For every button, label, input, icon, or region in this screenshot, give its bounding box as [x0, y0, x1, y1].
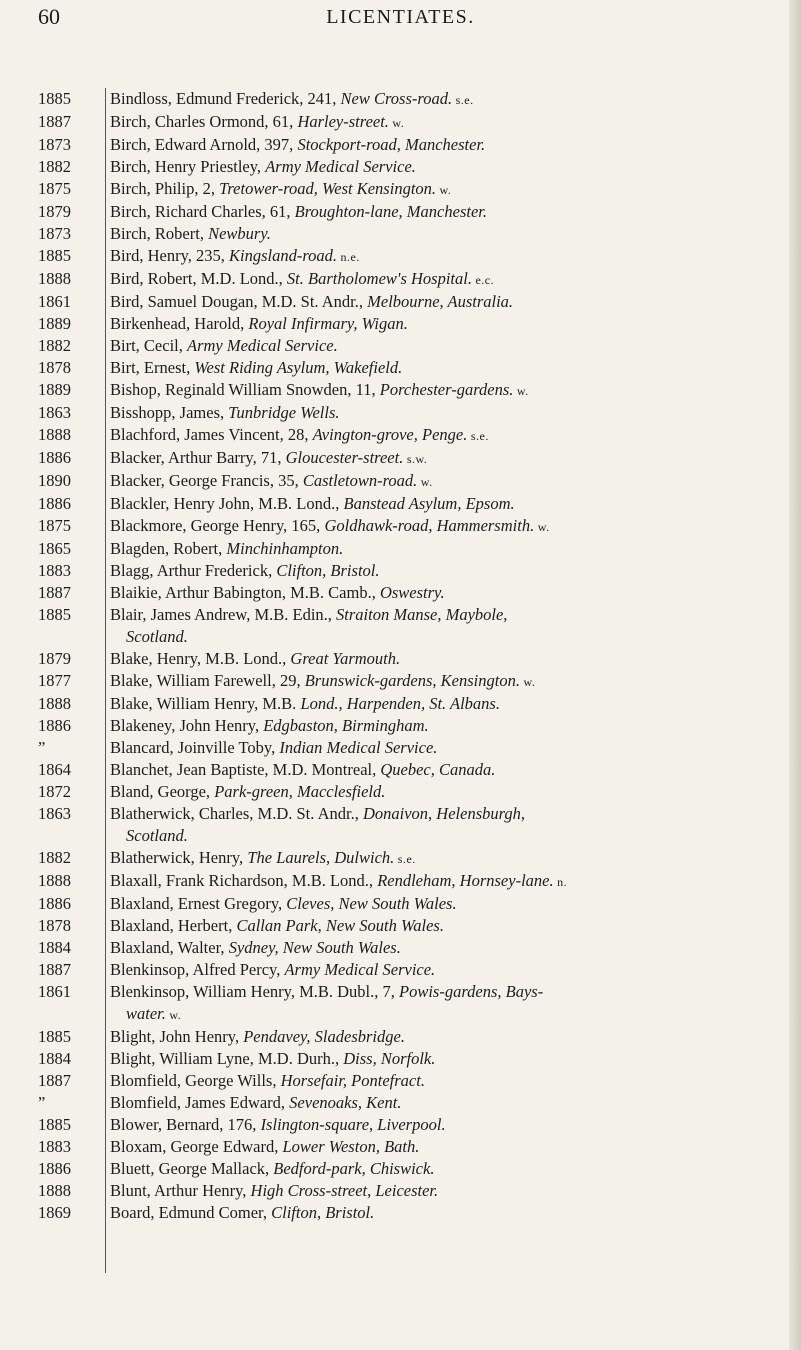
list-item — [0, 759, 790, 781]
entry-text — [96, 937, 790, 959]
list-item — [0, 893, 790, 915]
entry-place: Great Yarmouth. — [290, 649, 401, 668]
entry-place: Islington-square, Liverpool. — [260, 1115, 446, 1134]
list-item — [0, 245, 790, 268]
entry-text — [96, 847, 790, 870]
entry-text — [96, 313, 790, 335]
entry-text — [96, 515, 790, 538]
entry-name: Blackmore, George Henry, 165, — [110, 516, 325, 535]
entry-place: The Laurels, Dulwich. — [247, 848, 395, 867]
entry-name: Blaxall, Frank Richardson, M.B. Lond., — [110, 871, 378, 890]
entry-year: 1885 — [38, 1115, 71, 1134]
entry-place: Gloucester-street. — [285, 448, 404, 467]
entry-year: 1887 — [38, 112, 71, 131]
list-item — [0, 560, 790, 582]
entry-postal-district: w. — [436, 183, 452, 197]
entry-text — [96, 582, 790, 604]
list-item — [0, 178, 790, 201]
entry-text — [96, 245, 790, 268]
entry-place: Melbourne, Australia. — [367, 292, 514, 311]
entry-text — [96, 759, 790, 781]
list-item — [0, 493, 790, 515]
entry-year: 1861 — [38, 982, 71, 1001]
entry-text — [96, 870, 790, 893]
entry-place: Tretower-road, West Kensington. — [219, 179, 437, 198]
entry-name: Bishop, Reginald William Snowden, 11, — [110, 380, 380, 399]
entry-name: Blunt, Arthur Henry, — [110, 1181, 251, 1200]
entry-name: Blake, Henry, M.B. Lond., — [110, 649, 291, 668]
entry-text — [96, 803, 790, 847]
entry-name: Blanchet, Jean Baptiste, M.D. Montreal, — [110, 760, 381, 779]
entry-name: Blower, Bernard, 176, — [110, 1115, 261, 1134]
entry-place: Minchinhampton. — [226, 539, 344, 558]
entry-name: Blacker, George Francis, 35, — [110, 471, 303, 490]
entry-place: Callan Park, New South Wales. — [236, 916, 444, 935]
entry-name: Blenkinsop, Alfred Percy, — [110, 960, 285, 979]
entry-place: Tunbridge Wells. — [228, 403, 340, 422]
entry-place: Indian Medical Service. — [279, 738, 438, 757]
entry-place: Newbury. — [208, 224, 271, 243]
entry-year: 1873 — [38, 224, 71, 243]
entry-place: Army Medical Service. — [284, 960, 436, 979]
entry-name: Blomfield, James Edward, — [110, 1093, 290, 1112]
entry-year: 1863 — [38, 403, 71, 422]
entry-name: Blagden, Robert, — [110, 539, 227, 558]
entry-text — [96, 1026, 790, 1048]
entry-place: Broughton-lane, Manchester. — [294, 202, 487, 221]
list-item — [0, 470, 790, 493]
entry-year: 1887 — [38, 960, 71, 979]
entry-place: Clifton, Bristol. — [276, 561, 380, 580]
entry-name: Bisshopp, James, — [110, 403, 229, 422]
entry-name: Blake, William Henry, M.B. — [110, 694, 301, 713]
entry-place: Castletown-road. — [302, 471, 418, 490]
list-item — [0, 648, 790, 670]
entry-year: 1886 — [38, 448, 71, 467]
entry-year: 1887 — [38, 583, 71, 602]
entry-name: Bird, Robert, M.D. Lond., — [110, 269, 287, 288]
entry-name: Bloxam, George Edward, — [110, 1137, 283, 1156]
entry-name: Blachford, James Vincent, 28, — [110, 425, 313, 444]
list-item — [0, 1070, 790, 1092]
list-item — [0, 1158, 790, 1180]
entry-text — [96, 1114, 790, 1136]
entry-year: 1882 — [38, 336, 71, 355]
entry-text — [96, 1158, 790, 1180]
entry-place: Straiton Manse, Maybole, — [336, 605, 508, 624]
entry-year: 1882 — [38, 157, 71, 176]
entry-place: Goldhawk-road, Hammersmith. — [324, 516, 535, 535]
entry-year: ” — [38, 1093, 46, 1112]
entry-year: 1865 — [38, 539, 71, 558]
entry-place: St. Bartholomew's Hospital. — [286, 269, 472, 288]
entry-year: 1884 — [38, 938, 71, 957]
entry-text — [96, 470, 790, 493]
entry-name: Blenkinsop, William Henry, M.B. Dubl., 7, — [110, 982, 399, 1001]
list-item — [0, 201, 790, 223]
entry-name: Blatherwick, Henry, — [110, 848, 248, 867]
list-item — [0, 870, 790, 893]
list-item — [0, 379, 790, 402]
entry-text — [96, 670, 790, 693]
entry-postal-district: s.e. — [452, 93, 474, 107]
list-item — [0, 847, 790, 870]
entry-name: Blight, William Lyne, M.D. Durh., — [110, 1049, 344, 1068]
entry-postal-district: w. — [519, 675, 536, 689]
entry-name: Blaxland, Walter, — [110, 938, 229, 957]
list-item — [0, 781, 790, 803]
entry-place: Avington-grove, Penge. — [312, 425, 468, 444]
entry-name: Birch, Richard Charles, 61, — [110, 202, 295, 221]
entry-postal-district: s.e. — [394, 852, 416, 866]
entry-name: Bland, George, — [110, 782, 215, 801]
list-item — [0, 335, 790, 357]
entry-year: 1888 — [38, 694, 71, 713]
entry-postal-district: w. — [165, 1008, 182, 1022]
entry-name: Birch, Philip, 2, — [110, 179, 220, 198]
entry-year: 1885 — [38, 246, 71, 265]
list-item — [0, 156, 790, 178]
entry-place: Park-green, Macclesfield. — [214, 782, 386, 801]
entry-text — [96, 959, 790, 981]
entry-name: Blacker, Arthur Barry, 71, — [110, 448, 286, 467]
list-item — [0, 134, 790, 156]
entry-name: Birch, Charles Ormond, 61, — [110, 112, 298, 131]
entry-text — [96, 648, 790, 670]
entry-year: 1884 — [38, 1049, 71, 1068]
entry-place: Pendavey, Sladesbridge. — [243, 1027, 405, 1046]
page-number: 60 — [38, 4, 60, 29]
entry-postal-district: w. — [534, 520, 550, 534]
entry-postal-district: n. — [553, 875, 568, 889]
entry-name: Blancard, Joinville Toby, — [110, 738, 280, 757]
entry-year: 1879 — [38, 649, 71, 668]
entry-text — [96, 893, 790, 915]
entry-text — [96, 201, 790, 223]
entry-year: 1875 — [38, 516, 71, 535]
entry-name: Bird, Samuel Dougan, M.D. St. Andr., — [110, 292, 368, 311]
list-item — [0, 268, 790, 291]
entry-text — [96, 223, 790, 245]
list-item — [0, 1026, 790, 1048]
entry-year: 1879 — [38, 202, 71, 221]
entry-place: Sydney, New South Wales. — [228, 938, 401, 957]
entry-year: 1872 — [38, 782, 71, 801]
entry-year: 1869 — [38, 1203, 71, 1222]
entry-year: 1888 — [38, 1181, 71, 1200]
entry-year: 1882 — [38, 848, 71, 867]
entry-place: Rendleham, Hornsey-lane. — [377, 871, 554, 890]
entry-year: 1877 — [38, 671, 71, 690]
entry-postal-district: s.e. — [467, 429, 489, 443]
entry-year: 1886 — [38, 494, 71, 513]
entry-text — [96, 402, 790, 424]
entry-name: Bindloss, Edmund Frederick, 241, — [110, 89, 341, 108]
entry-postal-district: w. — [388, 116, 405, 130]
entry-place: Donaivon, Helensburgh, — [362, 804, 526, 823]
list-item — [0, 582, 790, 604]
entry-name: Blaxland, Herbert, — [110, 916, 237, 935]
entry-place: Royal Infirmary, Wigan. — [248, 314, 408, 333]
entry-year: 1873 — [38, 135, 71, 154]
entry-text — [96, 178, 790, 201]
entry-place: Diss, Norfolk. — [343, 1049, 436, 1068]
entry-year: 1875 — [38, 179, 71, 198]
entry-text — [96, 357, 790, 379]
entry-place: Lower Weston, Bath. — [282, 1137, 420, 1156]
entry-text — [96, 981, 790, 1026]
list-item — [0, 515, 790, 538]
entry-place: Cleves, New South Wales. — [286, 894, 457, 913]
entry-name: Board, Edmund Comer, — [110, 1203, 272, 1222]
list-item — [0, 223, 790, 245]
entry-name: Blomfield, George Wills, — [110, 1071, 281, 1090]
entry-place: Oswestry. — [379, 583, 445, 602]
entry-text — [96, 134, 790, 156]
entries-list — [0, 88, 790, 1224]
entry-year: 1887 — [38, 1071, 71, 1090]
entry-text — [96, 915, 790, 937]
entry-postal-district: w. — [513, 384, 529, 398]
entry-name: Birch, Henry Priestley, — [110, 157, 266, 176]
list-item — [0, 1048, 790, 1070]
entry-year: 1883 — [38, 561, 71, 580]
entry-name: Blake, William Farewell, 29, — [110, 671, 305, 690]
list-item — [0, 670, 790, 693]
entry-year: 1883 — [38, 1137, 71, 1156]
list-item — [0, 313, 790, 335]
entry-text — [96, 1136, 790, 1158]
list-item — [0, 1180, 790, 1202]
list-item — [0, 88, 790, 111]
entry-place: Porchester-gardens. — [379, 380, 514, 399]
entry-name: Blaxland, Ernest Gregory, — [110, 894, 287, 913]
entry-text — [96, 1202, 790, 1224]
entry-name: Blair, James Andrew, M.B. Edin., — [110, 605, 337, 624]
entry-place: Edgbaston, Birmingham. — [263, 716, 429, 735]
entry-place-continued: Scotland. — [126, 627, 188, 646]
entry-text — [96, 737, 790, 759]
list-item — [0, 424, 790, 447]
page-edge — [789, 0, 801, 1350]
list-item — [0, 803, 790, 847]
entry-year: 1863 — [38, 804, 71, 823]
entry-text — [96, 1180, 790, 1202]
entry-text — [96, 379, 790, 402]
list-item — [0, 715, 790, 737]
entry-place: West Riding Asylum, Wakefield. — [194, 358, 403, 377]
entry-text — [96, 424, 790, 447]
list-item — [0, 447, 790, 470]
entry-text — [96, 538, 790, 560]
entry-year: 1889 — [38, 380, 71, 399]
entry-place: Army Medical Service. — [187, 336, 338, 355]
entry-text — [96, 1048, 790, 1070]
entry-year: 1888 — [38, 425, 71, 444]
entry-name: Birt, Ernest, — [110, 358, 195, 377]
entry-place-continued: water. — [126, 1004, 166, 1023]
entry-place: Quebec, Canada. — [380, 760, 496, 779]
entry-name: Blackler, Henry John, M.B. Lond., — [110, 494, 344, 513]
entry-text — [96, 111, 790, 134]
entry-year: 1888 — [38, 269, 71, 288]
entry-year: 1886 — [38, 716, 71, 735]
list-item — [0, 737, 790, 759]
entry-text — [96, 335, 790, 357]
entry-postal-district: n.e. — [337, 250, 360, 264]
entry-place: Stockport-road, Manchester. — [297, 135, 486, 154]
list-item — [0, 959, 790, 981]
entry-year: 1886 — [38, 894, 71, 913]
list-item — [0, 402, 790, 424]
entry-name: Birt, Cecil, — [110, 336, 187, 355]
entry-name: Blatherwick, Charles, M.D. St. Andr., — [110, 804, 363, 823]
entry-text — [96, 291, 790, 313]
entry-year: 1888 — [38, 871, 71, 890]
list-item — [0, 1092, 790, 1114]
entry-name: Blight, John Henry, — [110, 1027, 244, 1046]
entry-name: Blagg, Arthur Frederick, — [110, 561, 277, 580]
entry-year: 1885 — [38, 89, 71, 108]
entry-text — [96, 604, 790, 648]
entry-text — [96, 560, 790, 582]
entry-year: 1889 — [38, 314, 71, 333]
entry-postal-district: s.w. — [403, 452, 428, 466]
list-item — [0, 915, 790, 937]
entry-place: Brunswick-gardens, Kensington. — [304, 671, 520, 690]
entry-year: 1885 — [38, 605, 71, 624]
entry-name: Birkenhead, Harold, — [110, 314, 249, 333]
entry-text — [96, 781, 790, 803]
entry-place: Powis-gardens, Bays- — [399, 982, 544, 1001]
entry-place: Bedford-park, Chiswick. — [273, 1159, 435, 1178]
list-item — [0, 693, 790, 715]
entry-place-continued: Scotland. — [126, 826, 188, 845]
entry-place: Lond., Harpenden, St. Albans. — [300, 694, 500, 713]
list-item — [0, 1136, 790, 1158]
entry-text — [96, 693, 790, 715]
entry-place: Sevenoaks, Kent. — [289, 1093, 402, 1112]
entry-name: Birch, Robert, — [110, 224, 209, 243]
list-item — [0, 937, 790, 959]
entry-text — [96, 493, 790, 515]
entry-place: Kingsland-road. — [229, 246, 338, 265]
entry-year: 1886 — [38, 1159, 71, 1178]
entry-text — [96, 268, 790, 291]
list-item — [0, 604, 790, 648]
entry-place: Banstead Asylum, Epsom. — [343, 494, 515, 513]
entry-text — [96, 156, 790, 178]
entry-place: Horsefair, Pontefract. — [280, 1071, 425, 1090]
entry-year: 1885 — [38, 1027, 71, 1046]
entry-year: 1878 — [38, 916, 71, 935]
entry-name: Bird, Henry, 235, — [110, 246, 229, 265]
entry-name: Blakeney, John Henry, — [110, 716, 264, 735]
list-item — [0, 1202, 790, 1224]
entry-year: 1878 — [38, 358, 71, 377]
entry-place: New Cross-road. — [340, 89, 453, 108]
running-head: LICENTIATES. — [326, 6, 475, 28]
entry-text — [96, 88, 790, 111]
entry-name: Bluett, George Mallack, — [110, 1159, 274, 1178]
entry-place: High Cross-street, Leicester. — [250, 1181, 439, 1200]
entry-year: ” — [38, 738, 46, 757]
entry-name: Blaikie, Arthur Babington, M.B. Camb., — [110, 583, 380, 602]
list-item — [0, 291, 790, 313]
entry-postal-district: w. — [417, 475, 433, 489]
list-item — [0, 538, 790, 560]
list-item — [0, 357, 790, 379]
entry-year: 1890 — [38, 471, 71, 490]
list-item — [0, 981, 790, 1026]
entry-place: Army Medical Service. — [265, 157, 416, 176]
entry-text — [96, 447, 790, 470]
entry-name: Birch, Edward Arnold, 397, — [110, 135, 298, 154]
entry-postal-district: e.c. — [471, 273, 495, 287]
entry-year: 1864 — [38, 760, 71, 779]
entry-place: Clifton, Bristol. — [271, 1203, 375, 1222]
entry-year: 1861 — [38, 292, 71, 311]
list-item — [0, 111, 790, 134]
entry-text — [96, 715, 790, 737]
entry-text — [96, 1070, 790, 1092]
entry-text — [96, 1092, 790, 1114]
entry-place: Harley-street. — [297, 112, 389, 131]
list-item — [0, 1114, 790, 1136]
